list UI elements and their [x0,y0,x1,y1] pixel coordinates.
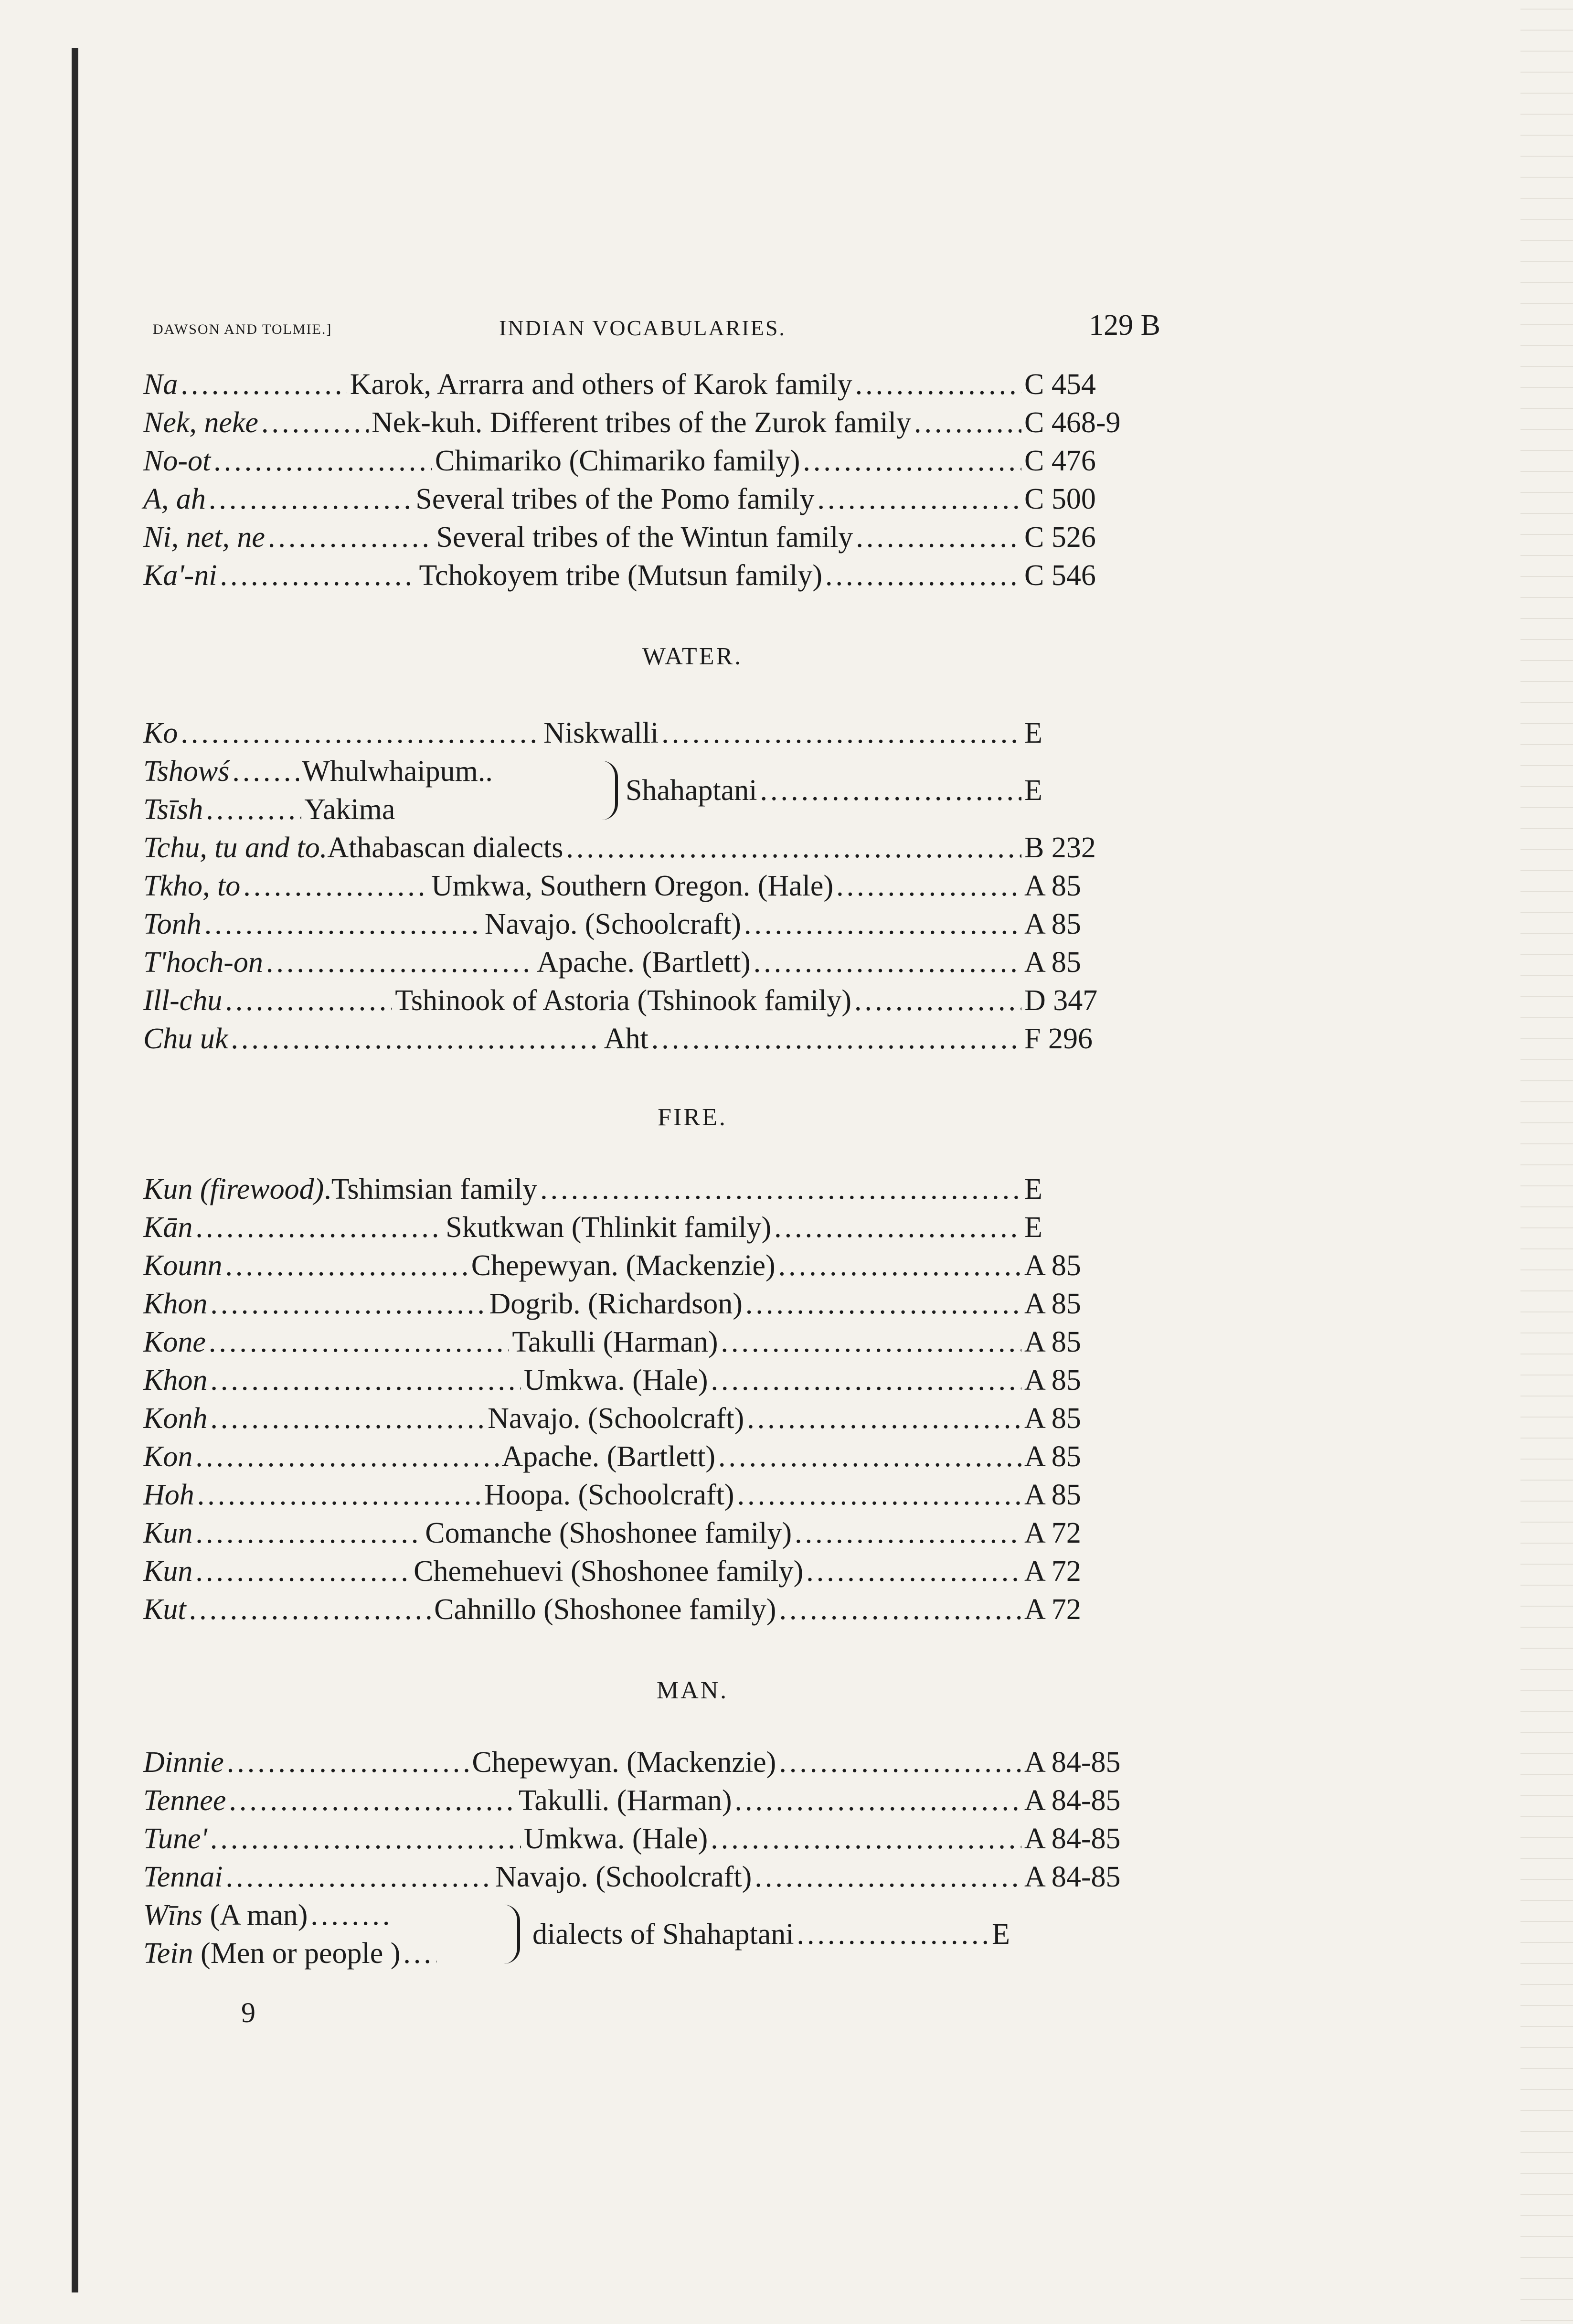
running-header [153,298,1160,346]
entry-term: Kān [143,1211,193,1244]
entry-ref: C 500 [1024,483,1096,515]
leader-dots [206,790,301,829]
vocab-entry [143,1323,1151,1361]
entry-ref: E [1024,717,1042,749]
group-label [532,1915,1010,1953]
leader-dots [403,1934,436,1972]
entry-source: Comanche (Shoshonee family) [425,1517,792,1549]
leader-dots [195,1438,499,1476]
entry-ref: C 468-9 [1024,406,1121,439]
leader-dots [774,1208,1021,1247]
leader-dots [181,714,541,752]
leader-dots [803,442,1021,480]
entry-term: Tsīsh [143,793,203,826]
leader-dots [745,1285,1021,1323]
leader-dots [310,1896,392,1934]
entry-source: Niskwalli [543,717,659,749]
entry-ref: A 85 [1024,908,1081,940]
leader-dots [744,905,1021,943]
vocab-entry [143,1781,1151,1820]
entry-ref: A 85 [1024,1479,1081,1511]
entry-source: Chepewyan. (Mackenzie) [472,1746,776,1779]
group-line [143,1896,394,1934]
entry-source: Several tribes of the Pomo family [415,483,815,515]
entry-source: Athabascan dialects [327,832,563,864]
entry-term: Tchu, tu and to. [143,832,328,864]
header-page-number: 129 B [1089,309,1160,341]
leader-dots [261,404,369,442]
entry-ref: A 85 [1024,1326,1081,1358]
entry-ref: A 72 [1024,1517,1081,1549]
entry-term: A, ah [143,483,206,515]
leader-dots [779,1743,1021,1781]
leader-dots [266,943,534,981]
vocab-entry [143,1858,1151,1896]
entry-source: Skutkwan (Thlinkit family) [446,1211,772,1244]
shahaptani-group [143,752,1151,829]
vocab-entry [143,1552,1151,1590]
leader-dots [213,442,432,480]
vocab-entry [143,1820,1151,1858]
entry-source: Takulli. (Harman) [518,1784,732,1817]
vocab-entry [143,1438,1151,1476]
leader-dots [737,1476,1021,1514]
entry-term: Tennai [143,1861,223,1893]
leader-dots [661,714,1021,752]
vocab-entry [143,943,1151,981]
leader-dots [718,1438,1021,1476]
leader-dots [747,1399,1021,1438]
page-edge [1520,0,1573,2324]
entry-term: Tkho, to [143,870,241,902]
entry-ref: E [992,1918,1010,1951]
entry-source: Takulli (Harman) [512,1326,718,1358]
entry-source: Umkwa, Southern Oregon. (Hale) [431,870,834,902]
vocab-entry [143,1476,1151,1514]
entry-term: T'hoch-on [143,946,263,979]
entry-term: Konh [143,1402,208,1435]
leader-dots [204,905,482,943]
leader-dots [651,1020,1021,1058]
vocab-entry [143,442,1151,480]
entry-ref: A 84-85 [1024,1861,1121,1893]
vocab-entry [143,1247,1151,1285]
entry-source: Navajo. (Schoolcraft) [484,908,741,940]
leader-dots [181,365,347,404]
vocab-entry [143,1170,1151,1208]
entry-term: Kone [143,1326,206,1358]
entry-term: Kun [143,1555,193,1588]
group-line [143,790,395,829]
entry-source: Aht [604,1023,648,1055]
leader-dots [229,1781,515,1820]
entry-ref: C 526 [1024,521,1096,554]
entry-note: (Men or people ) [201,1937,401,1970]
entry-ref: A 84-85 [1024,1784,1121,1817]
vocab-entry [143,1020,1151,1058]
entry-ref: A 85 [1024,1440,1081,1473]
leader-dots [795,1514,1021,1552]
leader-dots [232,752,299,790]
vocab-entry [143,1590,1151,1629]
vocab-entry [143,1399,1151,1438]
leader-dots [210,1285,486,1323]
entry-ref: A 85 [1024,1288,1081,1320]
entry-ref: A 84-85 [1024,1823,1121,1855]
vocab-entry [143,404,1151,442]
entry-source: Navajo. (Schoolcraft) [495,1861,752,1893]
leader-dots [755,1858,1021,1896]
entry-source: Chemehuevi (Shoshonee family) [414,1555,804,1588]
entry-source: Umkwa. (Hale) [523,1823,708,1855]
header-title: INDIAN VOCABULARIES. [499,316,786,340]
leader-dots [778,1247,1021,1285]
entry-ref: F 296 [1024,1023,1093,1055]
section-title-fire: FIRE. [658,1104,727,1131]
entry-term: Tennee [143,1784,226,1817]
entry-term: Kun (firewood) [143,1173,324,1205]
leader-dots [735,1781,1021,1820]
entry-ref: A 85 [1024,946,1081,979]
vocab-entry [143,1514,1151,1552]
entry-term: Kut [143,1593,186,1626]
entry-ref: C 454 [1024,368,1096,401]
entry-term: Kounn [143,1249,223,1282]
entry-term: Wīns [143,1899,202,1931]
entry-term: Ill-chu [143,984,223,1017]
vocab-entry [143,867,1151,905]
leader-dots [711,1361,1022,1399]
leader-dots [231,1020,601,1058]
entry-ref: A 72 [1024,1555,1081,1588]
vocab-entry [143,981,1151,1020]
leader-dots [197,1476,481,1514]
entry-source: Whulwhaipum.. [302,755,493,788]
entry-term: Khon [143,1364,208,1397]
entry-ref: A 85 [1024,1402,1081,1435]
entry-source: Apache. (Bartlett) [501,1440,715,1473]
entry-source: Tshinook of Astoria (Tshinook family) [395,984,851,1017]
left-margin-rule [72,48,78,2292]
leader-dots [220,556,416,595]
leader-dots [225,981,392,1020]
entry-ref: E [1024,774,1042,807]
leader-dots [227,1743,469,1781]
leader-dots [779,1590,1021,1629]
entry-term: Chu uk [143,1023,228,1055]
vocab-entry [143,1285,1151,1323]
leader-dots [856,518,1021,556]
leader-dots [836,867,1021,905]
entry-term: Tune' [143,1823,207,1855]
entry-source: Karok, Arrarra and others of Karok family [350,368,852,401]
entry-term: No-ot [143,445,211,477]
leader-dots [210,1820,521,1858]
entry-term: Kun [143,1517,193,1549]
group-line [143,1934,439,1972]
entry-source: Yakima [304,793,395,826]
entry-term: Ka'-ni [143,559,217,592]
group-line [143,752,493,790]
leader-dots [721,1323,1021,1361]
entry-source: Navajo. (Schoolcraft) [488,1402,744,1435]
vocab-entry [143,1743,1151,1781]
vocab-entry [143,1208,1151,1247]
leader-dots [806,1552,1021,1590]
vocab-entry [143,480,1151,518]
brace [504,1905,520,1964]
leader-dots [195,1552,411,1590]
entry-ref: E [1024,1173,1042,1205]
section-title-water: WATER. [642,643,743,670]
vocab-entry [143,556,1151,595]
vocab-entry [143,1361,1151,1399]
leader-dots [825,556,1021,595]
entry-ref: B 232 [1024,832,1096,864]
entry-term: Ko [143,717,178,749]
leader-dots [760,771,1022,810]
entry-ref: A 85 [1024,1249,1081,1282]
entry-term: Tonh [143,908,202,940]
entry-ref: E [1024,1211,1042,1244]
group-label-text: Shahaptani [626,774,757,807]
leader-dots [225,1247,468,1285]
brace [602,761,618,820]
entry-source: Several tribes of the Wintun family [436,521,853,554]
entry-source: Apache. (Bartlett) [537,946,751,979]
entry-source: Chimariko (Chimariko family) [435,445,800,477]
entry-ref: A 85 [1024,1364,1081,1397]
entry-ref: C 476 [1024,445,1096,477]
folio-signature: 9 [241,1997,255,2028]
leader-dots [566,829,1021,867]
vocab-entry [143,365,1151,404]
section-title-man: MAN. [656,1677,729,1704]
entry-ref: D 347 [1024,984,1098,1017]
vocab-entry [143,518,1151,556]
group-label-text: dialects of Shahaptani [532,1918,794,1951]
leader-dots [855,365,1021,404]
vocab-entry [143,829,1151,867]
entry-source: Nek-kuh. Different tribes of the Zurok family [371,406,911,439]
entry-term: Nek, neke [143,406,258,439]
shahaptani-dialects-group [143,1896,1151,1972]
leader-dots [268,518,434,556]
entry-source: Hoopa. (Schoolcraft) [484,1479,734,1511]
leader-dots [817,480,1021,518]
leader-dots [711,1820,1021,1858]
leader-dots [754,943,1021,981]
entry-ref: A 72 [1024,1593,1081,1626]
leader-dots [209,1323,509,1361]
leader-dots [210,1361,521,1399]
entry-term: Tein [143,1937,193,1970]
entry-ref: C 546 [1024,559,1096,592]
entry-source: Tchokoyem tribe (Mutsun family) [419,559,823,592]
entry-note: (A man) [210,1899,308,1931]
header-authors: DAWSON AND TOLMIE.] [153,321,332,337]
vocab-entry [143,905,1151,943]
leader-dots [226,1858,493,1896]
entry-source: .Tshimsian family [324,1173,538,1205]
vocab-entry [143,714,1151,752]
entry-ref: A 84-85 [1024,1746,1121,1779]
leader-dots [854,981,1021,1020]
entry-term: Ni, net, ne [143,521,265,554]
entry-source: Umkwa. (Hale) [523,1364,708,1397]
entry-source: Dogrib. (Richardson) [489,1288,743,1320]
leader-dots [797,1915,989,1953]
leader-dots [195,1208,443,1247]
entry-term: Kon [143,1440,193,1473]
entry-source: Chepewyan. (Mackenzie) [471,1249,776,1282]
entry-term: Na [143,368,178,401]
entry-ref: A 85 [1024,870,1081,902]
group-label [626,771,1151,810]
entry-term: Tshowś [143,755,230,788]
leader-dots [914,404,1021,442]
entry-source: Cahnillo (Shoshonee family) [434,1593,776,1626]
leader-dots [540,1170,1021,1208]
leader-dots [195,1514,422,1552]
leader-dots [243,867,428,905]
entry-term: Dinnie [143,1746,224,1779]
leader-dots [210,1399,485,1438]
entry-term: Khon [143,1288,208,1320]
leader-dots [209,480,413,518]
entry-term: Hoh [143,1479,194,1511]
leader-dots [189,1590,432,1629]
